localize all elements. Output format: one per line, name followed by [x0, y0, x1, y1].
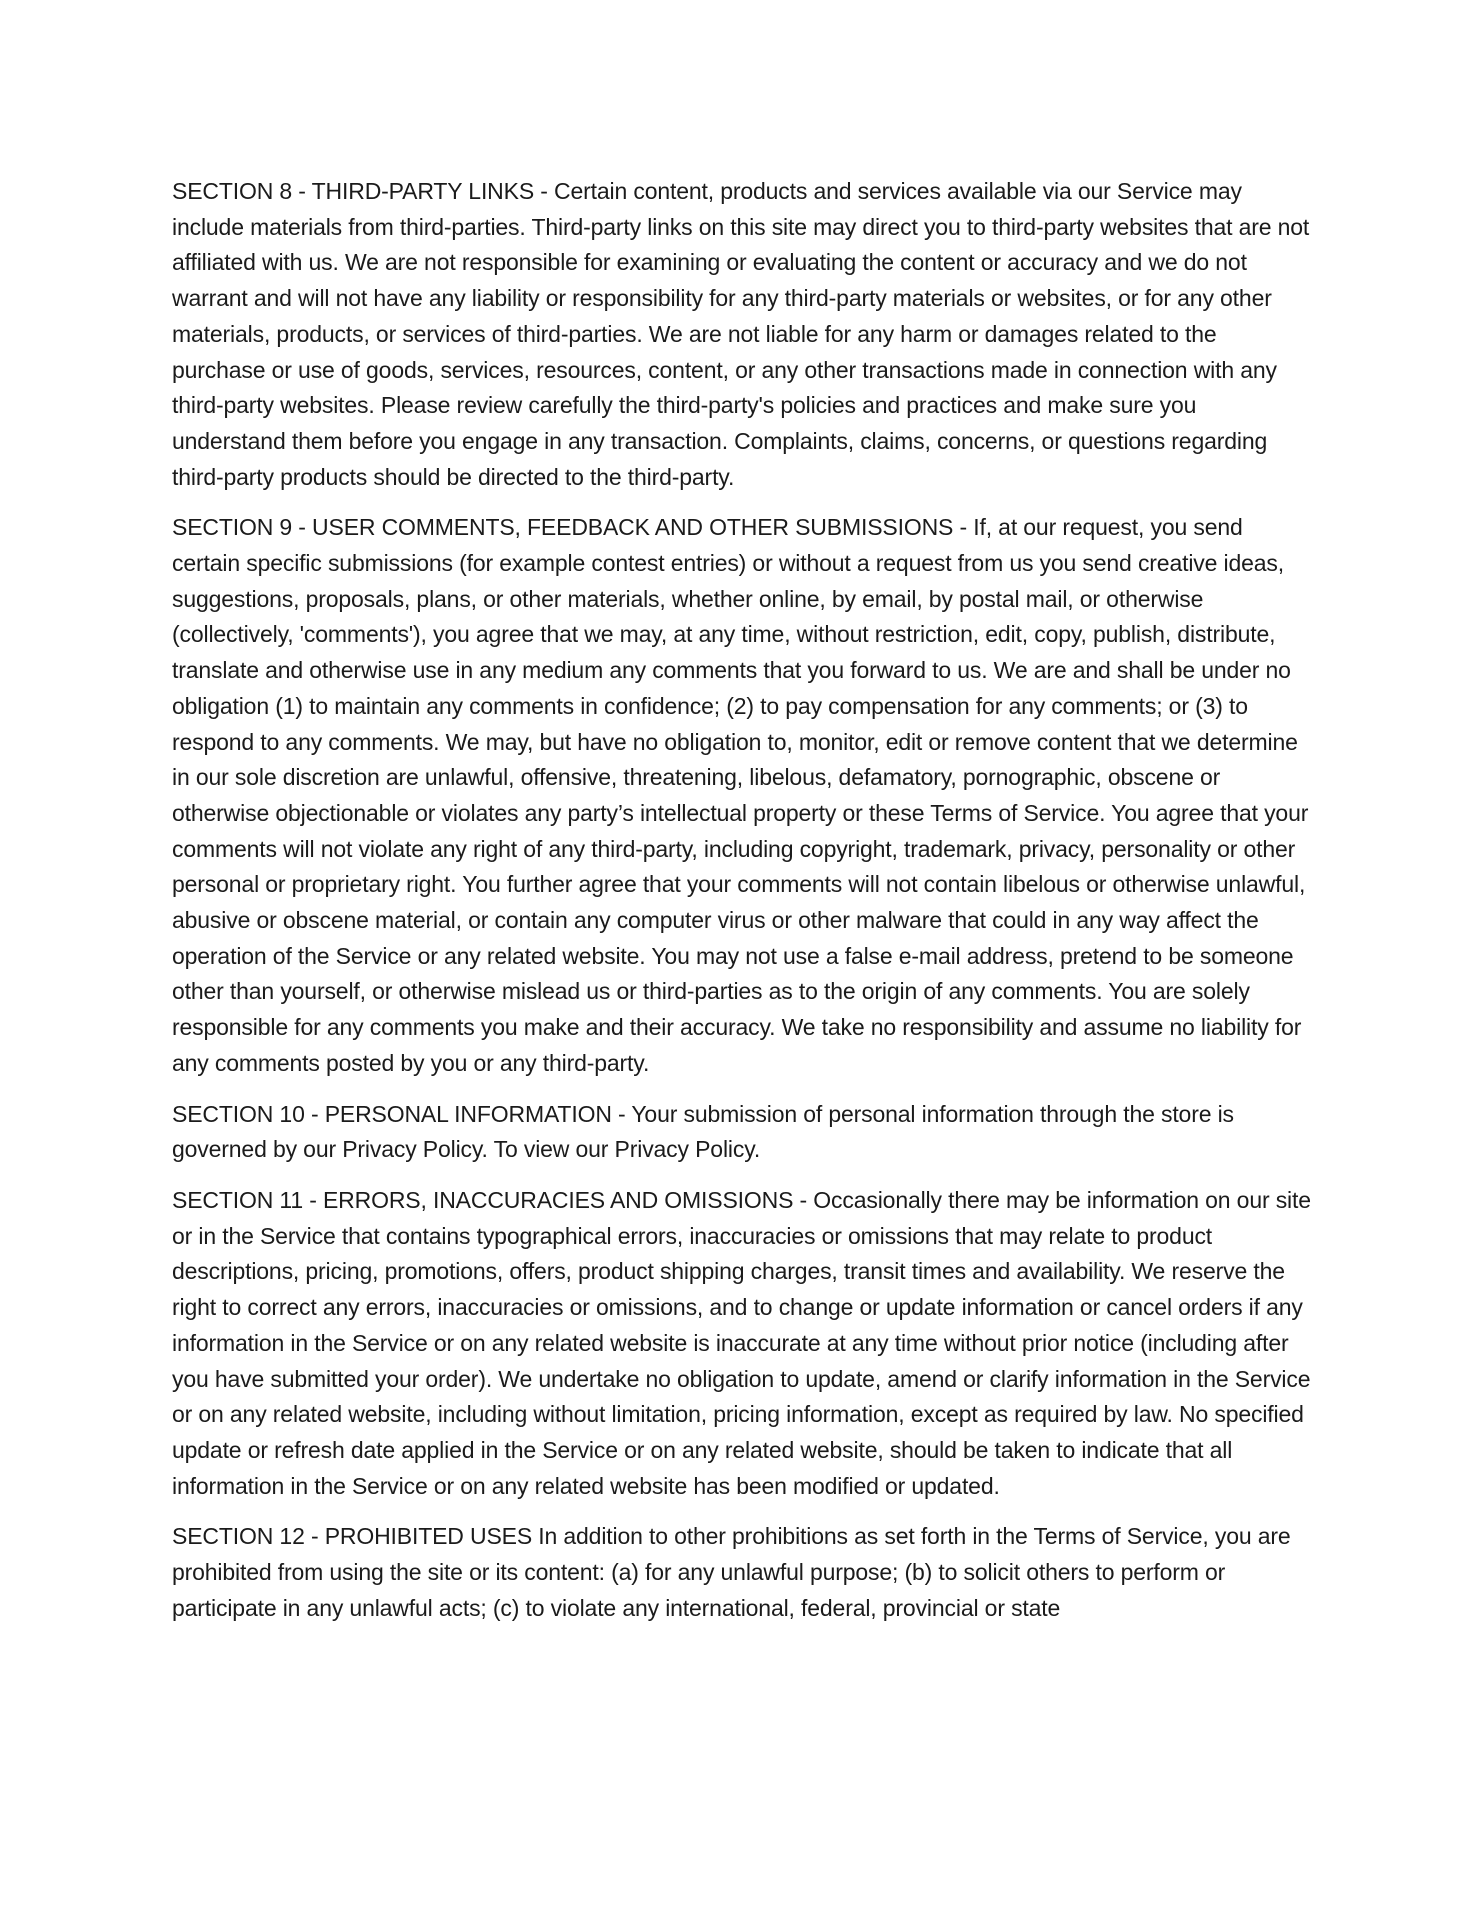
paragraph-section-10-personal-information: SECTION 10 - PERSONAL INFORMATION - Your submission of personal information through the store is governed by our Privacy Policy. To view our Privacy Policy.	[172, 1100, 1234, 1163]
paragraph-section-11-errors-inaccuracies: SECTION 11 - ERRORS, INACCURACIES AND OMISSIONS - Occasionally there may be information on our site or in the Service that contains typographical errors, inaccuracies or omissions that may relate to product descriptions, pricing, promotions, offers, product shipping charges, transit times and availability. We reserve the right to correct any errors, inaccuracies or omissions, and to change or update information or cancel orders if any information in the Service or on any related website is inaccurate at any time without prior notice (including after you have submitted your order). We undertake no obligation to update, amend or clarify information in the Service or on any related website, including without limitation, pricing information, except as required by law. No specified update or refresh date applied in the Service or on any related website, should be taken to indicate that all information in the Service or on any related website has been modified or updated.	[172, 1186, 1311, 1499]
paragraph-section-8-third-party-links: SECTION 8 - THIRD-PARTY LINKS - Certain content, products and services available via our Service may include materials from third-parties. Third-party links on this site may direct you to third-party websites that are not affiliated with us. We are not responsible for examining or evaluating the content or accuracy and we do not warrant and will not have any liability or responsibility for any third-party materials or websites, or for any other materials, products, or services of third-parties. We are not liable for any harm or damages related to the purchase or use of goods, services, resources, content, or any other transactions made in connection with any third-party websites. Please review carefully the third-party's policies and practices and make sure you understand them before you engage in any transaction. Complaints, claims, concerns, or questions regarding third-party products should be directed to the third-party.	[172, 178, 1310, 490]
paragraph-section-12-prohibited-uses: SECTION 12 - PROHIBITED USES In addition to other prohibitions as set forth in the Terms of Service, you are prohibited from using the site or its content: (a) for any unlawful purpose; (b) to solicit others to perform or participate in any unlawful acts; (c) to violate any international, federal, provincial or state	[172, 1523, 1291, 1621]
paragraph-section-9-user-comments: SECTION 9 - USER COMMENTS, FEEDBACK AND OTHER SUBMISSIONS - If, at our request, you send certain specific submissions (for example contest entries) or without a request from us you send creative ideas, suggestions, proposals, plans, or other materials, whether online, by email, by postal mail, or otherwise (collectively, 'comments'), you agree that we may, at any time, without restriction, edit, copy, publish, distribute, translate and otherwise use in any medium any comments that you forward to us. We are and shall be under no obligation (1) to maintain any comments in confidence; (2) to pay compensation for any comments; or (3) to respond to any comments. We may, but have no obligation to, monitor, edit or remove content that we determine in our sole discretion are unlawful, offensive, threatening, libelous, defamatory, pornographic, obscene or otherwise objectionable or violates any party’s intellectual property or these Terms of Service. You agree that your comments will not violate any right of any third-party, including copyright, trademark, privacy, personality or other personal or proprietary right. You further agree that your comments will not contain libelous or otherwise unlawful, abusive or obscene material, or contain any computer virus or other malware that could in any way affect the operation of the Service or any related website. You may not use a false e-mail address, pretend to be someone other than yourself, or otherwise mislead us or third-parties as to the origin of any comments. You are solely responsible for any comments you make and their accuracy. We take no responsibility and assume no liability for any comments posted by you or any third-party.	[172, 514, 1309, 1076]
